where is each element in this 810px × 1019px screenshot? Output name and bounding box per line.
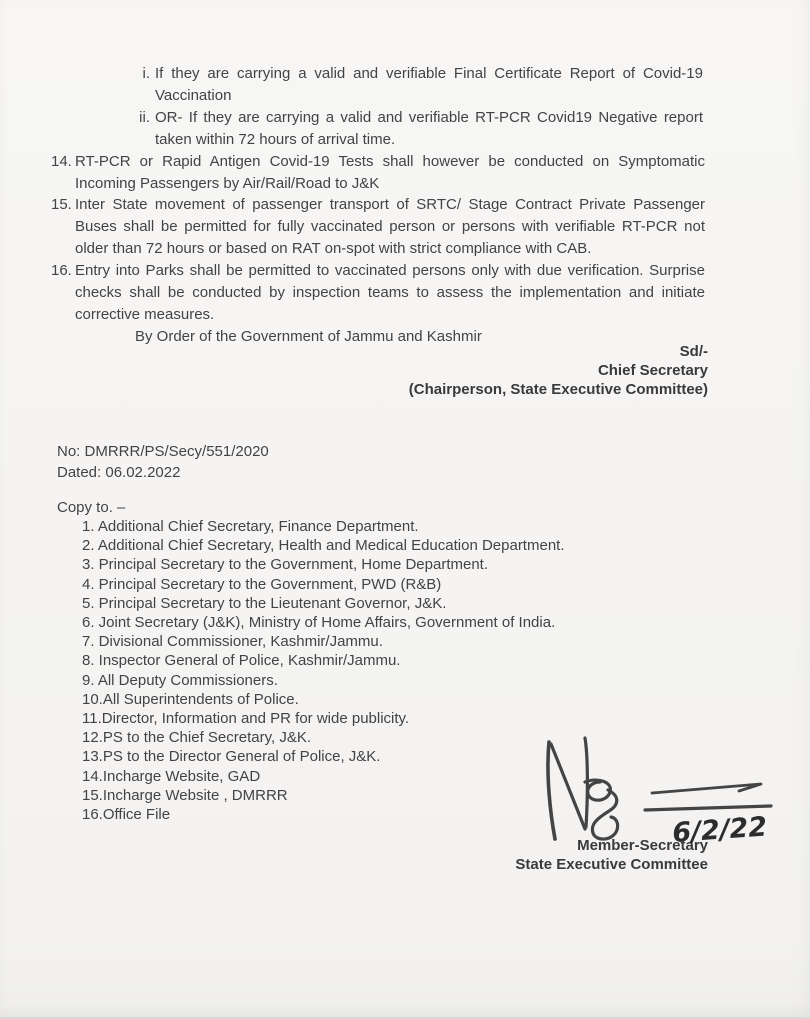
subclause-i: [0, 63, 703, 107]
reference-date: Dated: 06.02.2022: [57, 464, 181, 481]
copy-to-item: 2. Additional Chief Secretary, Health and Medical Education Department.: [82, 537, 565, 555]
handwritten-date: 6/2/22: [671, 811, 769, 849]
copy-to-item: 9. All Deputy Commissioners.: [82, 671, 278, 689]
order-item-14: [0, 151, 705, 195]
footer-signatory: [0, 837, 708, 874]
subclause-text: OR- If they are carrying a valid and verifiable RT-PCR Covid19 Negative report taken within 72 hours of arrival time.: [155, 108, 703, 148]
signature-mark: [528, 722, 786, 856]
item-number: 14.: [51, 152, 72, 170]
subclause-ii: [0, 107, 703, 151]
signoff-designation: (Chairperson, State Executive Committee): [408, 380, 708, 398]
copy-to-item: 14.Incharge Website, GAD: [82, 767, 261, 785]
copy-to-item: 15.Incharge Website , DMRRR: [82, 786, 288, 804]
copy-to-item: 6. Joint Secretary (J&K), Ministry of Home Affairs, Government of India.: [82, 614, 556, 632]
copy-to-item: 4. Principal Secretary to the Government, PWD (R&B): [82, 575, 442, 593]
item-number: 16.: [51, 262, 72, 280]
copy-to-section: [57, 498, 565, 824]
signoff-title: Chief Secretary: [597, 361, 708, 379]
footer-signatory-committee: State Executive Committee: [515, 855, 708, 873]
copy-to-item: 11.Director, Information and PR for wide publicity.: [82, 710, 410, 728]
order-body: [0, 63, 810, 399]
copy-to-item: 10.All Superintendents of Police.: [82, 690, 299, 708]
copy-to-list: [82, 517, 565, 824]
reference-number: No: DMRRR/PS/Secy/551/2020: [57, 443, 269, 460]
copy-to-item: 16.Office File: [82, 806, 171, 824]
item-text: RT-PCR or Rapid Antigen Covid-19 Tests shall however be conducted on Symptomatic Incoming Passengers by Air/Rail/Road to J&K: [75, 152, 705, 192]
copy-to-item: 1. Additional Chief Secretary, Finance Department.: [82, 518, 419, 535]
footer-signatory-title: Member-Secretary: [577, 837, 708, 854]
subclause-marker: i.: [142, 65, 150, 82]
order-item-15: [0, 194, 705, 260]
copy-to-item: 7. Divisional Commissioner, Kashmir/Jammu.: [82, 633, 383, 651]
signoff-sd: Sd/-: [679, 342, 708, 360]
reference-block: [57, 441, 269, 483]
signature-area: [528, 722, 786, 856]
item-text: Entry into Parks shall be permitted to vaccinated persons only with due verification. Surprise checks shall be conducted by inspection teams to assess the implementation and initiate corrective measures.: [75, 262, 705, 323]
copy-to-label: Copy to. –: [57, 499, 126, 516]
by-order-line: By Order of the Government of Jammu and Kashmir: [135, 327, 482, 345]
copy-to-item: 5. Principal Secretary to the Lieutenant Governor, J&K.: [82, 594, 447, 612]
subclause-text: If they are carrying a valid and verifiable Final Certificate Report of Covid-19 Vaccination: [155, 65, 703, 104]
item-text: Inter State movement of passenger transport of SRTC/ Stage Contract Private Passenger Buses shall be permitted for fully vaccinated person or persons with verifiable RT-PCR not older than 72 hours or based on RAT on-spot with strict compliance with CAB.: [75, 196, 705, 258]
copy-to-item: 13.PS to the Director General of Police, J&K.: [82, 748, 381, 766]
order-item-16: [0, 260, 705, 326]
copy-to-item: 3. Principal Secretary to the Government, Home Department.: [82, 556, 489, 574]
copy-to-item: 8. Inspector General of Police, Kashmir/Jammu.: [82, 652, 401, 670]
copy-to-item: 12.PS to the Chief Secretary, J&K.: [82, 729, 311, 747]
item-number: 15.: [51, 196, 72, 214]
subclause-marker: ii.: [139, 108, 150, 126]
signoff-block: [0, 342, 708, 399]
